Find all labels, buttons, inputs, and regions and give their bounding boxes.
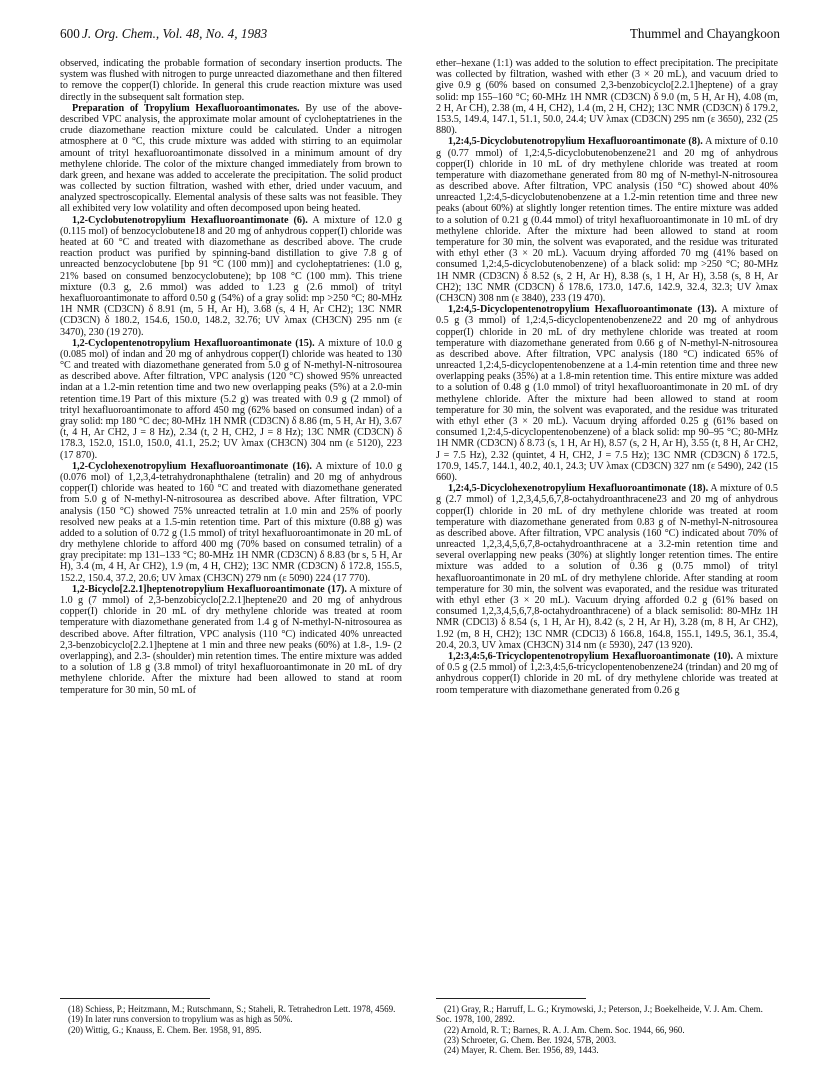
paragraph-text: A mixture of 0.5 g (2.7 mmol) of 1,2,3,4,5,6,7,8-octahydroanthracene23 and 20 mg of anhydrous copper(I) chloride in 20 mL of dry methylene chloride was treated at room temperature with diazomethane generated from 0.83 g of N-methyl-N-nitrosourea as described above. After filtration, VPC analysis (160 °C) indicated about 70% of unreacted 1,2,3,4,5,6,7,8-octahydroanthracene at a 3.2-min retention time and several overlapping new peaks (30%) at slightly longer retention times. The entire mixture was added to a solution of 0.36 g (0.75 mmol) of trityl hexafluoroantimonate in 20 mL of dry methylene chloride. After standing at room temperature for 30 min, the solvent was evaporated, and the residue was triturated with ethyl ether (3 × 20 mL). Vacuum drying afforded 0.2 g (61% based on consumed 1,2,3,4,5,6,7,8-octahydroanthracene) of a black semisolid: 80-MHz 1H NMR (CDCl3) δ 8.54 (s, 1 H, Ar H), 8.42 (s, 2 H, Ar H), 3.28 (m, 8 H, Ar CH2), 1.92 (m, 8 H, CH2); 13C NMR (CDCl3) δ 166.8, 164.8, 155.1, 149.5, 36.1, 35.4, 20.4, 20.3, UV λmax (CH3CN) 314 nm (ε 5930), 247 (13 920).: [436, 483, 778, 651]
paragraph-text: A mixture of 0.5 g (2.5 mmol) of 1,2:3,4:5,6-tricyclopentenobenzene24 (trindan) and 20 mg of anhydrous copper(I) chloride in 20 mL of dry methylene chloride was treated at room temperature with diazomethane generated from 0.26 g: [436, 650, 778, 696]
paragraph: [436, 136, 778, 304]
footnote: (19) In later runs conversion to tropylium was as high as 50%.: [68, 1014, 293, 1025]
footnote: (24) Mayer, R. Chem. Ber. 1956, 89, 1443.: [444, 1045, 599, 1056]
paragraph: [60, 58, 402, 103]
paragraph-text: A mixture of 0.5 g (3 mmol) of 1,2:4,5-dicyclopentenobenzene22 and 20 mg of anhydrous copper(I) chloride in 20 mL of dry methylene chloride was treated at room temperature with diazomethane generated from 0.66 g of N-methyl-N-nitrosourea as described above. After filtration, VPC analysis (180 °C) indicated 65% of unreacted 1,2:4,5-dicyclopentenobenzene at a 1.4-min retention time and three new overlapping peaks (35%) at a 1.8-min retention time. This entire mixture was added to a solution of 0.48 g (1.0 mmol) of trityl hexafluoroantimonate in 20 mL of dry methylene chloride. After the mixture had been allowed to stand at room temperature for 30 min, the solvent was evaporated, and the residue was triturated with ethyl ether (3 × 20 mL). Vacuum drying afforded 0.25 g (61% based on consumed 1,2:4,5-dicyclopentenobenzene) of a black solid: mp 90–95 °C; 80-MHz 1H NMR (CD3CN) δ 8.73 (s, 1 H, Ar H), 8.57 (s, 2 H, Ar H), 3.55 (t, 8 H, Ar CH2, J = 7.5 Hz), 2.32 (quintet, 4 H, CH2, J = 7.5 Hz); 13C NMR (CD3CN) δ 172.5, 170.9, 145.7, 144.1, 40.2, 40.1, 24.3; UV λmax (CD3CN) 327 nm (ε 5490), 242 (15 660).: [436, 304, 778, 483]
paragraph: [60, 103, 402, 215]
left-column: [60, 58, 402, 992]
paragraph: [60, 338, 402, 461]
section-heading: 1,2:3,4:5,6-Tricyclopentenotropylium Hexafluoroantimonate (10).: [448, 650, 734, 662]
section-heading: 1,2-Bicyclo[2.2.1]heptenotropylium Hexafluoroantimonate (17).: [72, 583, 347, 595]
footnote: (20) Wittig, G.; Knauss, E. Chem. Ber. 1958, 91, 895.: [68, 1024, 262, 1035]
paragraph: [436, 483, 778, 651]
footnote: (18) Schiess, P.; Heitzmann, M.; Rutschmann, S.; Staheli, R. Tetrahedron Lett. 1978, 4569.: [68, 1004, 396, 1014]
footnote: (22) Arnold, R. T.; Barnes, R. A. J. Am. Chem. Soc. 1944, 66, 960.: [444, 1024, 685, 1035]
section-heading: 1,2-Cyclohexenotropylium Hexafluoroantimonate (16).: [72, 460, 312, 472]
footnote-divider: [60, 998, 210, 999]
paragraph-text: A mixture of 0.10 g (0.77 mmol) of 1,2:4,5-dicyclobutenobenzene21 and 20 mg of anhydrous copper(I) chloride in 10 mL of dry methylene chloride was treated at room temperature with diazomethane generated from 80 mg of N-methyl-N-nitrosourea as described above. After filtration, VPC analysis (150 °C) showed about 40% unreacted 1,2:4,5-dicyclobutenobenzene at a 1.2-min retention time and three new peaks (about 60%) at slightly longer retention times. The entire mixture was added to a solution of 0.21 g (0.44 mmol) of trityl hexafluoroantimonate in 10 mL of dry methylene chloride. After the mixture had been allowed to stand at room temperature for 30 min, the solvent was evaporated, and the residue was triturated with ethyl ether (3 × 20 mL). Vacuum drying afforded 70 mg (41% based on consumed 1,2:4,5-dicyclobutenobenzene) of a black solid: mp >250 °C; 80-MHz 1H NMR (CD3CN) δ 8.52 (s, 2 H, Ar H), 8.38 (s, 1 H, Ar H), 3.58 (s, 8 H, Ar CH2); 13C NMR (CD3CN) δ 178.6, 173.0, 147.6, 142.9, 32.4, 32.3; UV λmax (CH3CN) 308 nm (ε 3840), 233 (19 470).: [436, 136, 778, 304]
paragraph-text: A mixture of 10.0 g (0.085 mol) of indan and 20 mg of anhydrous copper(I) chloride was heated to 130 °C and treated with diazomethane generated from 5.0 g of N-methyl-N-nitrosourea as described above. After filtration, VPC analysis (120 °C) showed 95% unreacted indan at a 1.2-min retention time and two new overlapping peaks (5%) at a 2.0-min retention time.19 Part of this mixture (5.2 g) was treated with 0.9 g (2 mmol) of trityl hexafluoroantimonate to afford 450 mg (62% based on consumed indan) of a gray solid: mp 180 °C dec; 80-MHz 1H NMR (CD3CN) δ 8.86 (m, 5 H, Ar H), 3.67 (t, 4 H, Ar CH2, J = 8 Hz), 2.34 (t, 2 H, CH2, J = 8 Hz); 13C NMR (CD3CN) δ 178.3, 152.0, 151.0, 150.0, 41.1, 25.2; UV λmax (CH3CN) 304 nm (ε 5120), 223 (17 870).: [60, 337, 402, 461]
section-heading: 1,2-Cyclopentenotropylium Hexafluoroantimonate (15).: [72, 337, 315, 349]
footnotes-left: [60, 1004, 402, 1060]
paragraph-text: By use of the above-described VPC analysis, the approximate molar amount of cycloheptatrienes in the crude diazomethane reaction mixture could be calculated. Under a nitrogen atmosphere at 0 °C, this crude mixture was added with stirring to an equimolar amount of trityl hexafluoroantimonate dissolved in a minimum amount of dry methylene chloride. The color of the mixture changed immediately from brown to dark green, and hexane was added to accelerate the precipitation. The solid product was collected by suction filtration, washed with ether, dried under vacuum, and analyzed spectroscopically. Elemental analysis of these salts was not feasible. They all exhibited very low volatility and often decomposed upon being heated.: [60, 102, 402, 215]
paragraph: [60, 584, 402, 696]
page-header: [60, 26, 780, 44]
section-heading: 1,2-Cyclobutenotropylium Hexafluoroantimonate (6).: [72, 214, 308, 226]
section-heading: Preparation of Tropylium Hexafluoroantimonates.: [72, 102, 300, 114]
paragraph-text: A mixture of 1.0 g (7 mmol) of 2,3-benzobicyclo[2.2.1]heptene20 and 20 mg of anhydrous copper(I) chloride in 20 mL of dry methylene chloride was treated at room temperature with diazomethane generated from 1.4 g of N-methyl-N-nitrosourea as described above. After filtration, VPC analysis (110 °C) indicated 40% unreacted 2,3-benzobicyclo[2.2.1]heptene at 1 min and three new peaks (60%) at 1.8-, 1.9- (2 overlapping), and 2.3- (shoulder) min retention times. The entire mixture was added to a solution of 1.8 g (3.8 mmol) of trityl hexafluoroantimonate in 20 mL of dry methylene chloride. After the mixture had been allowed to stand at room temperature for 30 min, 50 mL of: [60, 583, 402, 696]
paragraph: [436, 304, 778, 483]
paragraph: [60, 215, 402, 338]
footnote-divider: [436, 998, 586, 999]
right-column: [436, 58, 778, 992]
footnotes-right: [436, 1004, 778, 1060]
paragraph: [60, 461, 402, 584]
footnote: (21) Gray, R.; Harruff, L. G.; Krymowski, J.; Peterson, J.; Boekelheide, V. J. Am. Chem. Soc. 1978, 100, 2892.: [436, 1004, 763, 1025]
section-heading: 1,2:4,5-Dicyclopentenotropylium Hexafluoroantimonate (13).: [448, 304, 717, 316]
paragraph-text: A mixture of 12.0 g (0.115 mol) of benzocyclobutene18 and 20 mg of anhydrous copper(I) chloride was heated at 60 °C and treated with diazomethane as described above. The crude reaction product was purified by spinning-band distillation to give 7.8 g of unreacted benzocyclobutene [bp 91 °C (100 mm)] and cycloheptatrienes: (1.0 g, 21% based on consumed benzocyclobutene); bp 108 °C (100 mm). This triene mixture (0.3 g, 2.6 mmol) was added to 1.23 g (2.6 mmol) of trityl hexafluoroantimonate to afford 0.50 g (54%) of a gray solid: mp >250 °C; 80-MHz 1H NMR (CD3CN) δ 8.91 (m, 5 H, Ar H), 3.68 (s, 4 H, Ar CH2); 13C NMR (CD3CN) δ 180.2, 154.6, 150.0, 148.2, 32.76; UV λmax (CH3CN) 295 nm (ε 3470), 230 (19 270).: [60, 214, 402, 338]
section-heading: 1,2:4,5-Dicyclobutenotropylium Hexafluoroantimonate (8).: [448, 136, 703, 148]
running-authors: Thummel and Chayangkoon: [629, 26, 780, 41]
paragraph-text: A mixture of 10.0 g (0.076 mol) of 1,2,3,4-tetrahydronaphthalene (tetralin) and 20 mg of anhydrous copper(I) chloride was heated to 160 °C and treated with diazomethane generated from 5.0 g of N-methyl-N-nitrosourea as described above. After filtration, VPC analysis (150 °C) showed 75% unreacted tetralin at 1.0 min and 25% of poorly resolved new peaks at a 1.5-min retention time. Part of this mixture (0.88 g) was added to a solution of 0.72 g (1.5 mmol) of trityl hexafluoroantimonate in 20 mL of dry methylene chloride to afford 400 mg (70% based on consumed tetralin) of a gray precipitate: mp 131–133 °C; 80-MHz 1H NMR (CD3CN) δ 8.83 (br s, 5 H, Ar H), 3.4 (m, 4 H, Ar CH2), 1.9 (m, 4 H, CH2); 13C NMR (CD3CN) δ 172.8, 155.5, 152.2, 150.4, 37.2, 20.6; UV λmax (CH3CN) 279 nm (ε 5090) 224 (17 770).: [60, 460, 402, 584]
paragraph: [436, 58, 778, 136]
section-heading: 1,2:4,5-Dicyclohexenotropylium Hexafluoroantimonate (18).: [448, 483, 709, 495]
paragraph-text: observed, indicating the probable formation of secondary insertion products. The system was flushed with nitrogen to purge unreacted diazomethane and then filtered to remove the copper(I) chloride. In general this crude reaction mixture was used directly in the subsequent salt formation step.: [60, 58, 402, 103]
paragraph-text: ether–hexane (1:1) was added to the solution to effect precipitation. The precipitate was collected by filtration, washed with ether (3 × 20 mL), and vacuum dried to give 0.9 g (60% based on consumed 2,3-benzobicyclo[2.2.1]heptene) of a gray solid: mp 155–160 °C; 60-MHz 1H NMR (CD3CN) δ 9.0 (m, 5 H, Ar H), 4.08 (m, 2 H, Ar CH), 2.38 (m, 4 H, CH2), 1.4 (m, 2 H, CH2); 13C NMR (CD3CN) δ 179.2, 153.5, 149.4, 147.1, 51.1, 50.0, 24.4; UV λmax (CD3CN) 295 nm (ε 3650), 232 (25 880).: [436, 58, 778, 137]
paragraph: [436, 651, 778, 696]
journal-citation: J. Org. Chem., Vol. 48, No. 4, 1983: [82, 26, 268, 41]
page-number: 600: [60, 26, 80, 41]
footnote: (23) Schroeter, G. Chem. Ber. 1924, 57B, 2003.: [444, 1034, 617, 1045]
